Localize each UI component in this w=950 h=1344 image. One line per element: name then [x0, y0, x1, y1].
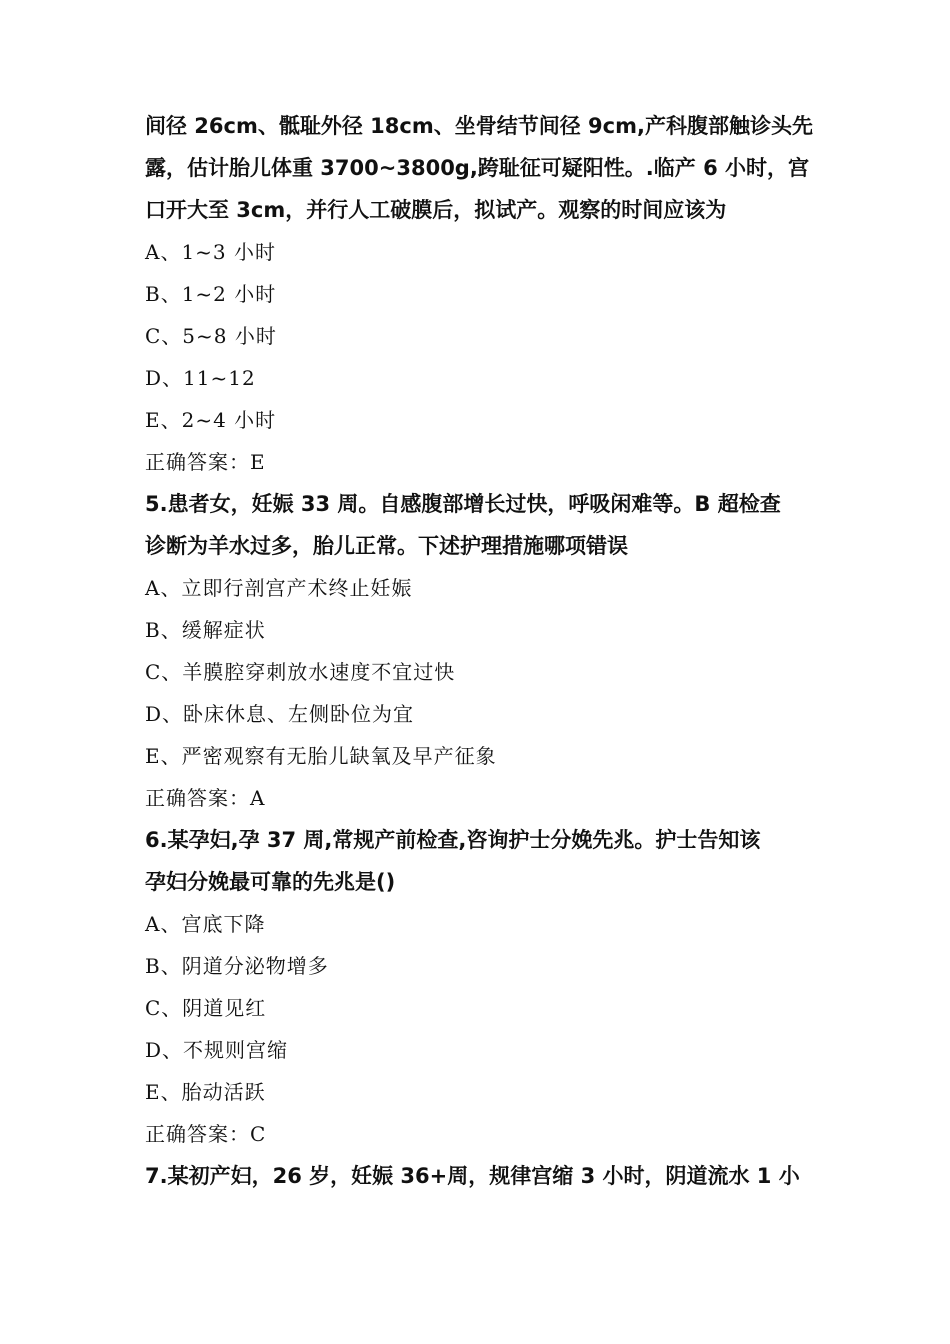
question-text-line: 露，估计胎儿体重 3700~3800g,跨耻征可疑阳性。.临产 6 小时，宫	[145, 156, 810, 180]
question-text-line: 7.某初产妇，26 岁，妊娠 36+周，规律宫缩 3 小时，阴道流水 1 小	[145, 1164, 800, 1188]
option-d: D、11~12	[145, 366, 256, 390]
option-e: E、严密观察有无胎儿缺氧及早产征象	[145, 744, 497, 768]
option-c: C、5~8 小时	[145, 324, 277, 348]
option-d: D、卧床休息、左侧卧位为宜	[145, 702, 415, 726]
option-a: A、1~3 小时	[145, 240, 277, 264]
option-c: C、羊膜腔穿刺放水速度不宜过快	[145, 660, 456, 684]
question-text-line: 口开大至 3cm，并行人工破膜后，拟试产。观察的时间应该为	[145, 198, 727, 222]
option-b: B、1~2 小时	[145, 282, 277, 306]
question-text-line: 6.某孕妇,孕 37 周,常规产前检查,咨询护士分娩先兆。护士告知该	[145, 828, 761, 852]
option-c: C、阴道见红	[145, 996, 267, 1020]
option-a: A、立即行剖宫产术终止妊娠	[145, 576, 413, 600]
option-b: B、阴道分泌物增多	[145, 954, 329, 978]
question-text-line: 间径 26cm、骶耻外径 18cm、坐骨结节间径 9cm,产科腹部触诊头先	[145, 114, 813, 138]
question-text-line: 诊断为羊水过多，胎儿正常。下述护理措施哪项错误	[145, 534, 628, 558]
option-e: E、胎动活跃	[145, 1080, 266, 1104]
correct-answer: 正确答案：A	[145, 786, 266, 810]
option-d: D、不规则宫缩	[145, 1038, 289, 1062]
correct-answer: 正确答案：C	[145, 1122, 267, 1146]
question-text-line: 5.患者女，妊娠 33 周。自感腹部增长过快，呼吸闲难等。B 超检查	[145, 492, 781, 516]
question-text-line: 孕妇分娩最可靠的先兆是()	[145, 870, 396, 894]
option-b: B、缓解症状	[145, 618, 266, 642]
option-e: E、2~4 小时	[145, 408, 277, 432]
correct-answer: 正确答案：E	[145, 450, 266, 474]
option-a: A、宫底下降	[145, 912, 266, 936]
